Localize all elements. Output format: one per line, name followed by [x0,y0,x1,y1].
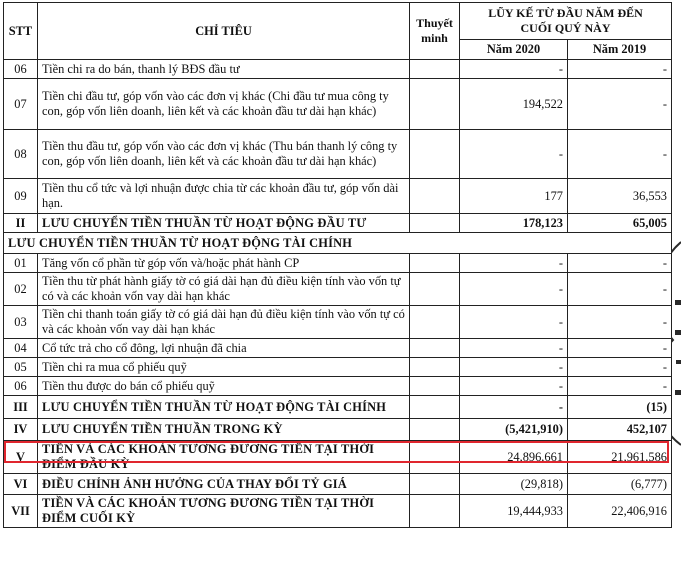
row-stt: 06 [4,60,38,79]
row-label: Tiền thu đầu tư, góp vốn vào các đơn vị khác (Thu bán thanh lý công ty con, góp vốn liên doanh, liên kết và các khoản đầu tư dài hạn khác) [38,130,410,179]
row-note [410,377,460,396]
row-value-2020: 19,444,933 [460,495,568,528]
table-row [4,358,672,377]
row-note [410,214,460,233]
cash-flow-table [3,2,672,528]
row-value-2020: 178,123 [460,214,568,233]
header-period: LŨY KẾ TỪ ĐẦU NĂM ĐẾN CUỐI QUÝ NÀY [460,3,672,40]
table-row [4,474,672,495]
row-note [410,60,460,79]
row-note [410,79,460,130]
row-note [410,396,460,419]
row-stt: VII [4,495,38,528]
row-note [410,339,460,358]
row-label: TIỀN VÀ CÁC KHOẢN TƯƠNG ĐƯƠNG TIỀN TẠI THỜI ĐIỂM CUỐI KỲ [38,495,410,528]
row-stt: 04 [4,339,38,358]
row-value-2019: 21,961,586 [568,441,672,474]
table-row [4,60,672,79]
row-value-2020: 24,896,661 [460,441,568,474]
row-value-2019: - [568,273,672,306]
row-value-2020: - [460,377,568,396]
row-value-2019: 65,005 [568,214,672,233]
header-chi-tieu: CHỈ TIÊU [38,3,410,60]
row-value-2020: - [460,254,568,273]
table-row [4,273,672,306]
row-stt: 05 [4,358,38,377]
row-stt: 03 [4,306,38,339]
row-label: Tiền chi thanh toán giấy tờ có giá dài hạn đủ điều kiện tính vào vốn tự có và các khoản vốn vay dài hạn khác [38,306,410,339]
row-label: Tiền chi ra do bán, thanh lý BĐS đầu tư [38,60,410,79]
row-value-2019: - [568,79,672,130]
row-value-2019: 452,107 [568,419,672,441]
row-stt: II [4,214,38,233]
row-value-2020: - [460,273,568,306]
row-note [410,254,460,273]
row-value-2020: 177 [460,179,568,214]
row-label: Cổ tức trả cho cổ đông, lợi nhuận đã chia [38,339,410,358]
row-note [410,306,460,339]
row-stt: 08 [4,130,38,179]
table-row [4,179,672,214]
row-value-2019: - [568,377,672,396]
table-row-total [4,419,672,441]
table-row-total [4,396,672,419]
row-stt: 02 [4,273,38,306]
row-stt: 01 [4,254,38,273]
row-stt: 07 [4,79,38,130]
row-value-2019: - [568,339,672,358]
table-row [4,495,672,528]
row-label: Tiền chi ra mua cổ phiếu quỹ [38,358,410,377]
row-value-2019: - [568,306,672,339]
row-value-2020: (29,818) [460,474,568,495]
row-label: ĐIỀU CHỈNH ẢNH HƯỞNG CỦA THAY ĐỔI TỶ GIÁ [38,474,410,495]
row-stt: VI [4,474,38,495]
table-row [4,130,672,179]
row-stt: IV [4,419,38,441]
row-value-2019: (6,777) [568,474,672,495]
header-year-2020: Năm 2020 [460,40,568,60]
table-row [4,441,672,474]
row-label: Tiền chi đầu tư, góp vốn vào các đơn vị khác (Chi đầu tư mua công ty con, góp vốn liên doanh, liên kết và các khoản đầu tư dài hạn khác) [38,79,410,130]
row-value-2019: - [568,130,672,179]
row-label: Tiền thu từ phát hành giấy tờ có giá dài hạn đủ điều kiện tính vào vốn tự có và các khoản vốn vay dài hạn khác [38,273,410,306]
table-row [4,306,672,339]
row-note [410,273,460,306]
table-row [4,339,672,358]
row-note [410,179,460,214]
row-note [410,474,460,495]
row-note [410,441,460,474]
row-value-2020: - [460,358,568,377]
row-stt: 09 [4,179,38,214]
row-value-2020: (5,421,910) [460,419,568,441]
section-title: LƯU CHUYỂN TIỀN THUẦN TỪ HOẠT ĐỘNG TÀI CHÍNH [4,233,672,254]
row-value-2020: 194,522 [460,79,568,130]
row-value-2020: - [460,130,568,179]
row-note [410,419,460,441]
row-note [410,358,460,377]
table-row [4,79,672,130]
section-header-row [4,233,672,254]
row-value-2019: - [568,358,672,377]
row-value-2020: - [460,396,568,419]
row-note [410,495,460,528]
header-thuyet-minh: Thuyết minh [410,3,460,60]
row-stt: 06 [4,377,38,396]
row-value-2020: - [460,339,568,358]
stamp-mark [671,240,681,450]
table-row-total [4,214,672,233]
row-value-2020: - [460,306,568,339]
header-stt: STT [4,3,38,60]
row-stt: V [4,441,38,474]
row-value-2019: 22,406,916 [568,495,672,528]
row-value-2019: - [568,254,672,273]
table-row [4,377,672,396]
row-label: Tiền thu cổ tức và lợi nhuận được chia từ các khoản đầu tư, góp vốn dài hạn. [38,179,410,214]
table-row [4,254,672,273]
row-note [410,130,460,179]
row-value-2019: - [568,60,672,79]
header-year-2019: Năm 2019 [568,40,672,60]
row-label: TIỀN VÀ CÁC KHOẢN TƯƠNG ĐƯƠNG TIỀN TẠI THỜI ĐIỂM ĐẦU KỲ [38,441,410,474]
row-label: Tăng vốn cổ phần từ góp vốn và/hoặc phát hành CP [38,254,410,273]
row-stt: III [4,396,38,419]
row-label: Tiền thu được do bán cổ phiếu quỹ [38,377,410,396]
row-label: LƯU CHUYỂN TIỀN THUẦN TỪ HOẠT ĐỘNG TÀI CHÍNH [38,396,410,419]
row-label: LƯU CHUYỂN TIỀN THUẦN TRONG KỲ [38,419,410,441]
row-label: LƯU CHUYỂN TIỀN THUẦN TỪ HOẠT ĐỘNG ĐẦU TƯ [38,214,410,233]
row-value-2020: - [460,60,568,79]
row-value-2019: (15) [568,396,672,419]
row-value-2019: 36,553 [568,179,672,214]
